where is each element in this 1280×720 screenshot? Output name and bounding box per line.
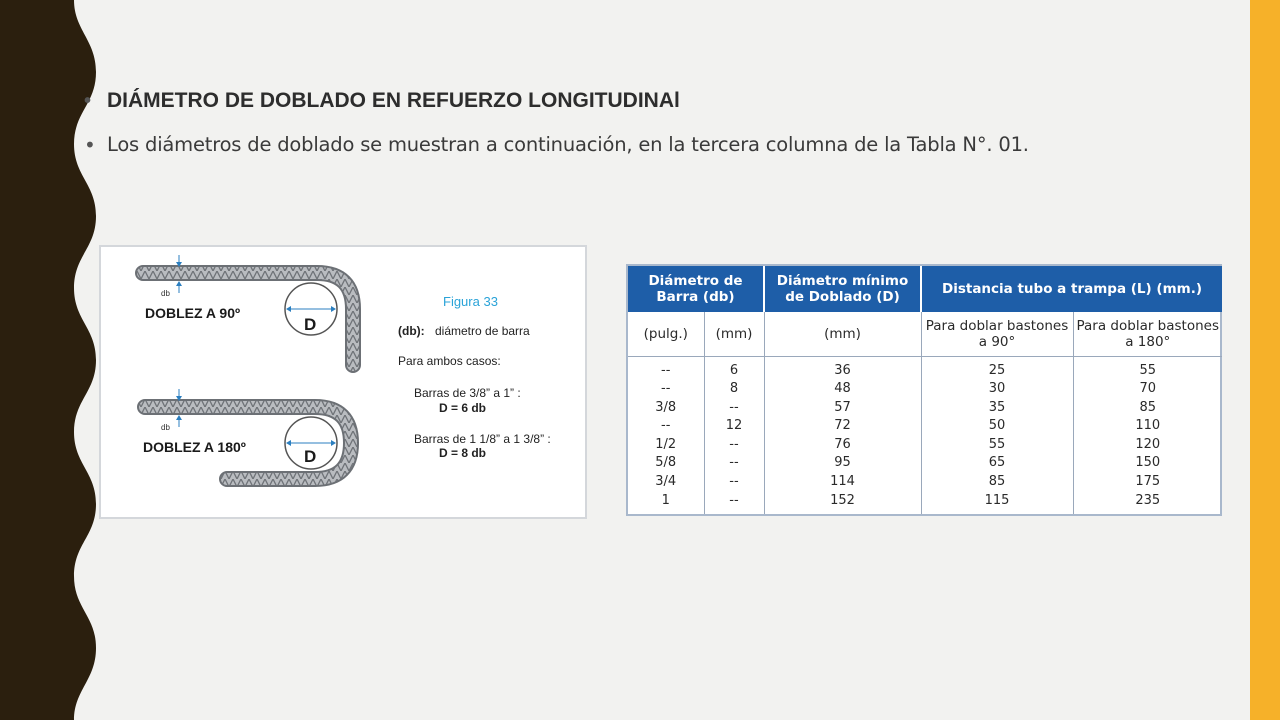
db-label-90: db xyxy=(161,289,170,298)
table-cell: 85 xyxy=(1139,399,1157,415)
table-cell: 30 xyxy=(988,381,1006,397)
db-label-180: db xyxy=(161,423,170,432)
table-cell: 35 xyxy=(988,399,1006,415)
table-cell: -- xyxy=(661,381,671,397)
table-cell: -- xyxy=(661,418,671,434)
table-cell: 3/8 xyxy=(655,399,677,415)
column-180 xyxy=(1073,356,1222,514)
table-cell: 120 xyxy=(1135,436,1161,452)
unit-pulg: (pulg.) xyxy=(628,312,704,356)
table-cell: 57 xyxy=(834,399,851,415)
table-cell: 235 xyxy=(1135,492,1161,508)
table-cell: 50 xyxy=(988,418,1006,434)
bend-90-label: DOBLEZ A 90º xyxy=(145,305,241,321)
unit-mm-bend: (mm) xyxy=(764,312,921,356)
case-2-value: D = 8 db xyxy=(439,446,487,460)
rebar-drawing xyxy=(101,247,585,517)
bend-figure xyxy=(99,245,587,519)
definition-value: diámetro de barra xyxy=(435,324,530,338)
case-1-value: D = 6 db xyxy=(439,401,487,415)
table-cell: 55 xyxy=(1139,362,1157,378)
table-cell: 12 xyxy=(725,418,743,434)
table-cell: 5/8 xyxy=(655,455,677,471)
figure-title: Figura 33 xyxy=(443,294,498,309)
table-cell: 110 xyxy=(1135,418,1161,434)
bullet-title-text: DIÁMETRO DE DOBLADO EN REFUERZO LONGITUDINAl xyxy=(107,89,680,112)
table-cell: 85 xyxy=(988,474,1006,490)
case-2-label: Barras de 1 1/8” a 1 3/8” : xyxy=(414,432,551,446)
table-cell: -- xyxy=(729,399,739,415)
bullet-dot-icon: • xyxy=(84,133,96,157)
table-cell: 8 xyxy=(729,381,739,397)
table-cell: 95 xyxy=(834,455,851,471)
unit-mm: (mm) xyxy=(704,312,764,356)
rebar-180-icon xyxy=(145,389,351,479)
table-cell: 70 xyxy=(1139,381,1157,397)
table-values-row xyxy=(628,356,1222,514)
bullet-description-text: Los diámetros de doblado se muestran a continuación, en la tercera columna de la Tabla N°. 01. xyxy=(107,133,1029,156)
table-cell: 1/2 xyxy=(655,436,677,452)
table-cell: 65 xyxy=(988,455,1006,471)
table-cell: -- xyxy=(729,492,739,508)
table-cell: 115 xyxy=(984,492,1010,508)
slide-bullets xyxy=(80,86,1160,160)
column-pulg xyxy=(628,356,704,514)
table-cell: 175 xyxy=(1135,474,1161,490)
header-bar-diameter: Diámetro de Barra (db) xyxy=(628,266,764,312)
definition-key: (db): xyxy=(398,324,425,338)
bullet-dot-icon: • xyxy=(84,90,92,112)
table-cell: 25 xyxy=(988,362,1006,378)
table-cell: 76 xyxy=(834,436,851,452)
table-cell: -- xyxy=(729,436,739,452)
table-cell: 3/4 xyxy=(655,474,677,490)
table-cell: 152 xyxy=(830,492,855,508)
table-cell: 114 xyxy=(830,474,855,490)
case-1-label: Barras de 3/8” a 1” : xyxy=(414,386,521,400)
column-mm xyxy=(704,356,764,514)
column-90 xyxy=(921,356,1073,514)
header-min-bend-diameter: Diámetro mínimo de Doblado (D) xyxy=(764,266,921,312)
table-cell: 1 xyxy=(661,492,670,508)
bend-180-label: DOBLEZ A 180º xyxy=(143,439,246,455)
d-mark-180: D xyxy=(304,447,317,466)
table-cell: -- xyxy=(729,455,739,471)
table-cell: 55 xyxy=(988,436,1006,452)
header-tube-distance: Distancia tubo a trampa (L) (mm.) xyxy=(921,266,1222,312)
both-cases-label: Para ambos casos: xyxy=(398,354,501,368)
table-cell: 48 xyxy=(834,381,851,397)
d-mark-90: D xyxy=(304,315,317,334)
unit-90: Para doblar bastones a 90° xyxy=(921,312,1073,356)
table-cell: 72 xyxy=(834,418,851,434)
table-cell: 36 xyxy=(834,362,851,378)
right-accent-bar xyxy=(1250,0,1280,720)
table-cell: 6 xyxy=(729,362,739,378)
table-cell: 150 xyxy=(1135,455,1161,471)
table-cell: -- xyxy=(661,362,671,378)
bend-diameter-table xyxy=(626,264,1222,516)
table-header-row xyxy=(628,266,1222,312)
bullet-title xyxy=(80,86,1160,116)
table-units-row xyxy=(628,312,1222,356)
unit-180: Para doblar bastones a 180° xyxy=(1073,312,1222,356)
column-min-bend xyxy=(764,356,921,514)
bullet-description xyxy=(80,130,1160,160)
table-cell: -- xyxy=(729,474,739,490)
